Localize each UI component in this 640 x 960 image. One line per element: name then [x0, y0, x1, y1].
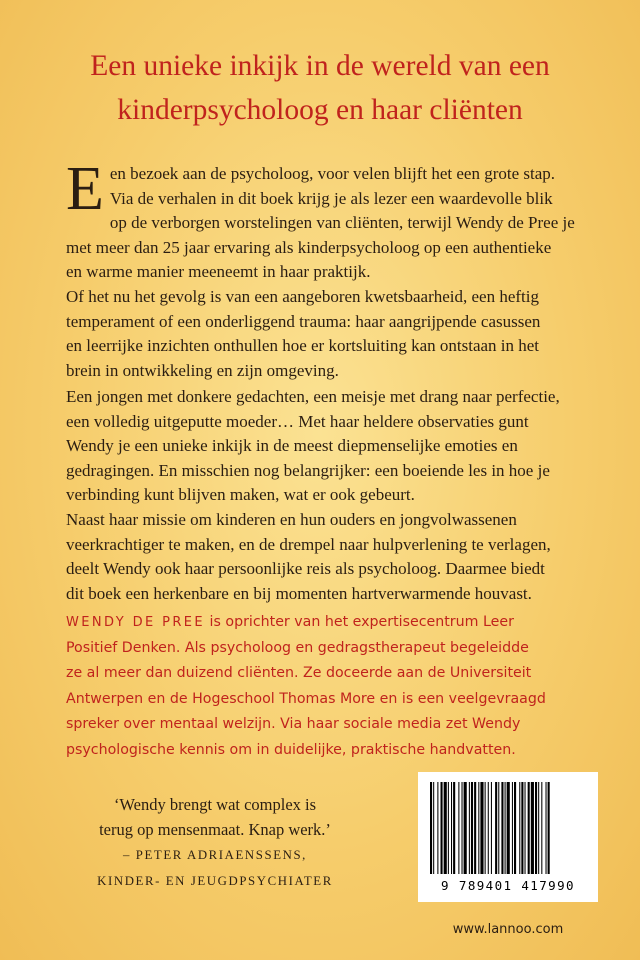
barcode-bar — [519, 782, 520, 874]
publisher-website[interactable]: www.lannoo.com — [452, 922, 564, 937]
barcode-bar — [478, 782, 479, 874]
bio-line: spreker over mentaal welzijn. Via haar sociale media zet Wendy — [66, 716, 521, 732]
barcode-bar — [444, 782, 447, 874]
barcode-bar — [480, 782, 483, 874]
bio-line — [66, 610, 626, 636]
barcode-bar — [491, 782, 492, 874]
text-line: en warme manier meeneemt in haar praktijk. — [66, 262, 371, 282]
isbn-barcode — [418, 772, 598, 902]
text-line: dit boek een herkenbare en bij momenten hartverwarmende houvast. — [66, 583, 532, 603]
text-line: een volledig uitgeputte moeder… Met haar heldere observaties gunt — [66, 411, 529, 431]
barcode-bar — [453, 782, 455, 874]
bio-line: ze al meer dan duizend cliënten. Ze doceerde aan de Universiteit — [66, 665, 532, 681]
barcode-bar — [464, 782, 467, 874]
text-line: op de verborgen worstelingen van cliënten, terwijl Wendy de Pree je — [109, 213, 575, 233]
text-line: en bezoek aan de psycholoog, voor velen blijft het een grote stap. — [109, 164, 556, 183]
barcode-bar — [507, 782, 510, 874]
endorsement-quote — [40, 793, 390, 893]
text-line: Wendy je een unieke inkijk in de meest diepmenselijke emoties en — [66, 436, 518, 456]
barcode-bar — [514, 782, 516, 874]
barcode-bar — [538, 782, 539, 874]
text-line: verbinding kunt blijven maken, wat er ook gebeurt. — [66, 485, 415, 505]
quote-attribution-2: KINDER- EN JEUGDPSYCHIATER — [97, 873, 333, 888]
barcode-bar — [546, 782, 547, 874]
barcode-bar — [521, 782, 523, 874]
quote-line-1: ‘Wendy brengt wat complex is — [113, 795, 317, 814]
barcode-bar — [495, 782, 497, 874]
text-line: deelt Wendy ook haar persoonlijke reis als psycholoog. Daarmee biedt — [66, 559, 545, 579]
bio-line: Antwerpen en de Hogeschool Thomas More en is een veelgevraagd — [66, 690, 546, 707]
barcode-bar — [512, 782, 513, 874]
barcode-bars — [418, 772, 598, 878]
text-line: temperament of een onderliggend trauma: haar aangrijpende casussen — [66, 311, 541, 331]
headline-line-2: kinderpsycholoog en haar cliënten — [117, 94, 523, 126]
barcode-bar — [541, 782, 542, 874]
barcode-bar — [498, 782, 499, 874]
paragraph-intro — [66, 155, 606, 383]
barcode-bar — [448, 782, 449, 874]
headline — [40, 44, 600, 132]
author-name: WENDY DE PREE — [66, 615, 206, 630]
barcode-bar — [525, 782, 526, 874]
barcode-bar — [548, 782, 550, 874]
barcode-bar — [471, 782, 473, 874]
text-line: Of het nu het gevolg is van een aangeboren kwetsbaarheid, een heftig — [66, 286, 539, 306]
barcode-bar — [505, 782, 506, 874]
barcode-bar — [469, 782, 470, 874]
quote-attribution-1: – PETER ADRIAENSSENS, — [123, 848, 307, 862]
text-line: brein in ontwikkeling en zijn omgeving. — [66, 360, 339, 380]
barcode-bar — [528, 782, 530, 874]
text-line: en leerrijke inzichten onthullen hoe er kortsluiting kan ontstaan in het — [66, 336, 540, 356]
isbn-number: 9 789401 417990 — [441, 878, 575, 893]
paragraph-second — [66, 385, 606, 606]
barcode-bar — [501, 782, 503, 874]
text-line: met meer dan 25 jaar ervaring als kinderpsycholoog op een authentieke — [66, 237, 552, 257]
barcode-bar — [458, 782, 459, 874]
barcode-bar — [488, 782, 489, 874]
headline-line-1: Een unieke inkijk in de wereld van een — [90, 50, 550, 82]
drop-cap: E — [66, 155, 104, 223]
text-line: gedragingen. En misschien nog belangrijker: een boeiende les in hoe je — [66, 460, 550, 480]
barcode-bar — [531, 782, 534, 874]
text-line: veerkrachtiger te maken, en de drempel naar hulpverlening te verlagen, — [66, 534, 551, 554]
barcode-bar — [441, 782, 443, 874]
barcode-bar — [474, 782, 476, 874]
barcode-bar — [433, 782, 434, 874]
barcode-bar — [430, 782, 432, 874]
barcode-bar — [535, 782, 537, 874]
text-line: Naast haar missie om kinderen en hun ouders en jongvolwassenen — [66, 509, 517, 529]
bio-line-rest: is oprichter van het expertisecentrum Leer — [205, 614, 514, 630]
bio-line: psychologische kennis om in duidelijke, praktische handvatten. — [66, 741, 516, 758]
barcode-bar — [462, 782, 463, 874]
bio-line: Positief Denken. Als psycholoog en gedragstherapeut begeleidde — [66, 639, 529, 656]
barcode-bar — [485, 782, 486, 874]
text-line: Via de verhalen in dit boek krijg je als lezer een waardevolle blik — [109, 188, 553, 208]
barcode-bar — [437, 782, 438, 874]
text-line: Een jongen met donkere gedachten, een meisje met drang naar perfectie, — [66, 387, 560, 406]
quote-line-2: terug op mensenmaat. Knap werk.’ — [99, 819, 331, 839]
author-bio — [66, 610, 626, 763]
barcode-bar — [451, 782, 452, 874]
